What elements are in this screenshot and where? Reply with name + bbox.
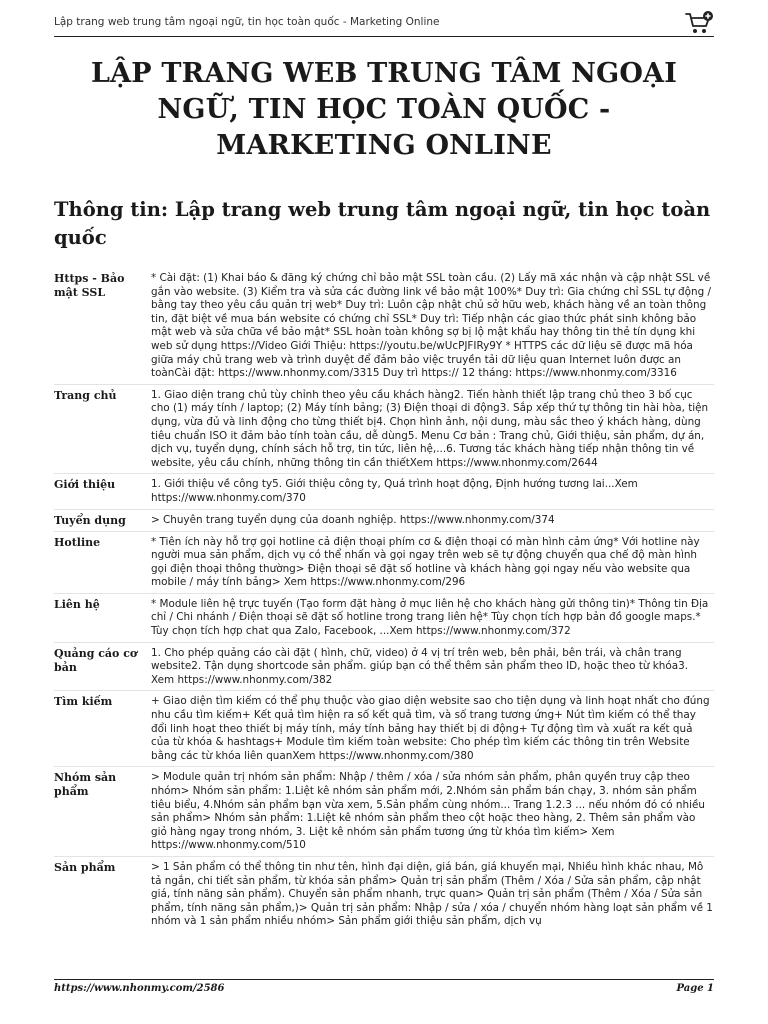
spec-key: Tuyển dụng [54, 509, 151, 531]
spec-row [54, 856, 714, 931]
spec-value: > Chuyên trang tuyển dụng của doanh nghiệp. https://www.nhonmy.com/374 [151, 509, 714, 531]
spec-value: * Cài đặt: (1) Khai báo & đăng ký chứng chỉ bảo mật SSL toàn cầu. (2) Lấy mã xác nhận và cập nhật SSL về gắn vào website. (3) Kiểm tra và sửa các đường link về bảo mật 100%* Duy trì: Gia chứng chỉ SSL tự động / bằng tay theo yêu cầu quản trị web* Duy trì: Luôn cập nhật chủ sở hữu web, khách hàng về an toàn thông tin, đặt biệt về mua bán website có chứng chỉ SSL* Duy trì: Tiếp nhận các giao thức phát sinh không bảo mật web và sửa chữa về bảo mật* SSL hoàn toàn không sợ bị lộ mật khẩu hay thông tin thẻ tín dụng khi web sử dụng https://Video Giới Thiệu: https://youtu.be/wUcPJFIRy9Y * HTTPS các dữ liệu sẽ được mã hóa giữa máy chủ trang web và trình duyệt để đảm bảo việc truyền tải dữ liệu quan Internet luôn được an toànCài đặt: https://www.nhonmy.com/3315 Duy trì https:// 12 tháng: https://www.nhonmy.com/3316 [151, 272, 711, 380]
spec-key: Sản phẩm [54, 856, 151, 931]
spec-row [54, 642, 714, 691]
footer-divider [54, 979, 714, 980]
spec-key: Quảng cáo cơ bản [54, 642, 151, 691]
spec-key: Https - Bảo mật SSL [54, 272, 125, 299]
spec-row [54, 593, 714, 642]
spec-value: > Module quản trị nhóm sản phẩm: Nhập / thêm / xóa / sửa nhóm sản phẩm, phân quyền truy cập theo nhóm> Nhóm sản phẩm: 1.Liệt kê nhóm sản phẩm mới, 2.Nhóm sản phẩm bán chạy, 3. nhóm sản phẩm tiêu biểu, 4.Nhóm sản phẩm bạn vừa xem, 5.Sản phẩm cùng nhóm... Trang 1.2.3 ... nếu nhóm đó có nhiều sản phẩm> Nhóm sản phẩm: 1.Liệt kê nhóm sản phẩm theo cột hoặc theo hàng, 2. Thêm sản phẩm vào giỏ hàng ngay trong nhóm, 3. Liệt kê nhóm sản phẩm tương ứng từ khóa tìm kiếm> Xem https://www.nhonmy.com/510 [151, 767, 714, 857]
spec-row [54, 531, 714, 593]
spec-value: 1. Cho phép quảng cáo cài đặt ( hình, chữ, video) ở 4 vị trí trên web, bên phải, bên trái, và chân trang website2. Tận dụng shortcode sản phẩm. giúp bạn có thể thêm sản phẩm theo ID, hoặc theo từ khóa3. Xem https://www.nhonmy.com/382 [151, 642, 714, 691]
header-divider [54, 36, 714, 37]
spec-key: Tìm kiếm [54, 691, 151, 767]
page-number: Page 1 [676, 983, 714, 994]
spec-key: Trang chủ [54, 384, 151, 474]
spec-key: Giới thiệu [54, 474, 151, 509]
page-title: LẬP TRANG WEB TRUNG TÂM NGOẠI NGỮ, TIN HỌC TOÀN QUỐC - MARKETING ONLINE [90, 58, 678, 161]
spec-row [54, 767, 714, 857]
spec-row [54, 268, 714, 384]
spec-row [54, 474, 714, 509]
spec-key: Nhóm sản phẩm [54, 767, 151, 857]
header-title: Lập trang web trung tâm ngoại ngữ, tin học toàn quốc - Marketing Online [54, 16, 440, 28]
spec-row [54, 691, 714, 767]
page-header [54, 14, 714, 36]
spec-row [54, 509, 714, 531]
section-title: Thông tin: Lập trang web trung tâm ngoại ngữ, tin học toàn quốc [54, 198, 711, 249]
cart-add-icon[interactable] [684, 10, 714, 36]
footer-url[interactable]: https://www.nhonmy.com/2586 [54, 983, 225, 994]
spec-key: Liên hệ [54, 593, 151, 642]
spec-value: 1. Giới thiệu về công ty5. Giới thiệu công ty, Quá trình hoạt động, Định hướng tương lai...Xem https://www.nhonmy.com/370 [151, 474, 714, 509]
spec-key: Hotline [54, 531, 151, 593]
spec-row [54, 384, 714, 474]
spec-value: > 1 Sản phẩm có thể thông tin như tên, hình đại diện, giá bán, giá khuyến mại, Nhiều hình khác nhau, Mô tả ngắn, chi tiết sản phẩm, từ khóa sản phẩm> Quản trị sản phẩm (Thêm / Xóa / Sửa sản phẩm, cập nhật giá, tính năng sản phẩm). Chuyển sản phẩm nhanh, trực quan> Quản trị sản phẩm (Thêm / Xóa / Sửa sản phẩm, tính năng sản phẩm,)> Quản trị sản phẩm: Nhập / sửa / xóa / chuyển nhóm hàng loạt sản phẩm về 1 nhóm và 1 sản phẩm nhiều nhóm> Sản phẩm giới thiệu sản phẩm, dịch vụ [151, 856, 714, 931]
spec-value: * Tiên ích này hỗ trợ gọi hotline cả điện thoại phím cơ & điện thoại có màn hình cảm ứng* Với hotline này người mua sản phẩm, dịch vụ có thể nhấn và gọi ngay trên web sẽ tự động chuyển qua chế độ màn hình gọi điện thoại thông thường> Điện thoại sẽ đặt số hotline và khách hàng gọi ngay nếu vào website qua mobile / máy tính bảng> Xem https://www.nhonmy.com/296 [151, 531, 714, 593]
spec-table [54, 268, 714, 932]
spec-value: + Giao diện tìm kiếm có thể phụ thuộc vào giao diện website sao cho tiện dụng và linh hoạt nhất cho đúng nhu cầu tìm kiếm+ Kết quả tìm hiện ra số kết quả tìm, và số trang tương ứng+ Nút tìm kiếm có thể thay đổi linh hoạt theo thiết bị máy tính, máy tính bảng hay thiết bị di động+ Tự động tìm và xuất ra kết quả của từ khóa & hashtags+ Module tìm kiếm toàn website: Cho phép tìm kiếm các thông tin trên Website bằng các từ khóa liên quanXem https://www.nhonmy.com/380 [151, 691, 714, 767]
spec-value: * Module liên hệ trực tuyến (Tạo form đặt hàng ở mục liên hệ cho khách hàng gửi thông tin)* Thông tin Địa chỉ / Chi nhánh / Điện thoại sẽ đặt số hotline trong trang liên hệ* Tùy chọn tích hợp bản đồ google maps.* Tùy chọn tích hợp chat qua Zalo, Facebook, ...Xem https://www.nhonmy.com/372 [151, 593, 714, 642]
spec-value: 1. Giao diện trang chủ tùy chỉnh theo yêu cầu khách hàng2. Tiến hành thiết lập trang chủ theo 3 bố cục cho (1) máy tính / laptop; (2) Máy tính bảng; (3) Điện thoại di động3. Sắp xếp thứ tự thông tin hài hòa, tiện dụng, vừa đủ và linh động cho từng thiết bị4. Chọn hình ảnh, nội dung, màu sắc theo ý khách hàng, dùng tiêu chuẩn ISO it đảm bảo tính toàn cầu, dễ dùng5. Menu Cơ bản : Trang chủ, Giới thiệu, sản phẩm, dự án, dịch vụ, tuyển dụng, chính sách hỗ trợ, tin tức, liên hệ,...6. Tương tác khách hàng tiếp nhận thông tin về website, yêu cầu chính, những thông tin cần thiếtXem https://www.nhonmy.com/2644 [151, 384, 714, 474]
